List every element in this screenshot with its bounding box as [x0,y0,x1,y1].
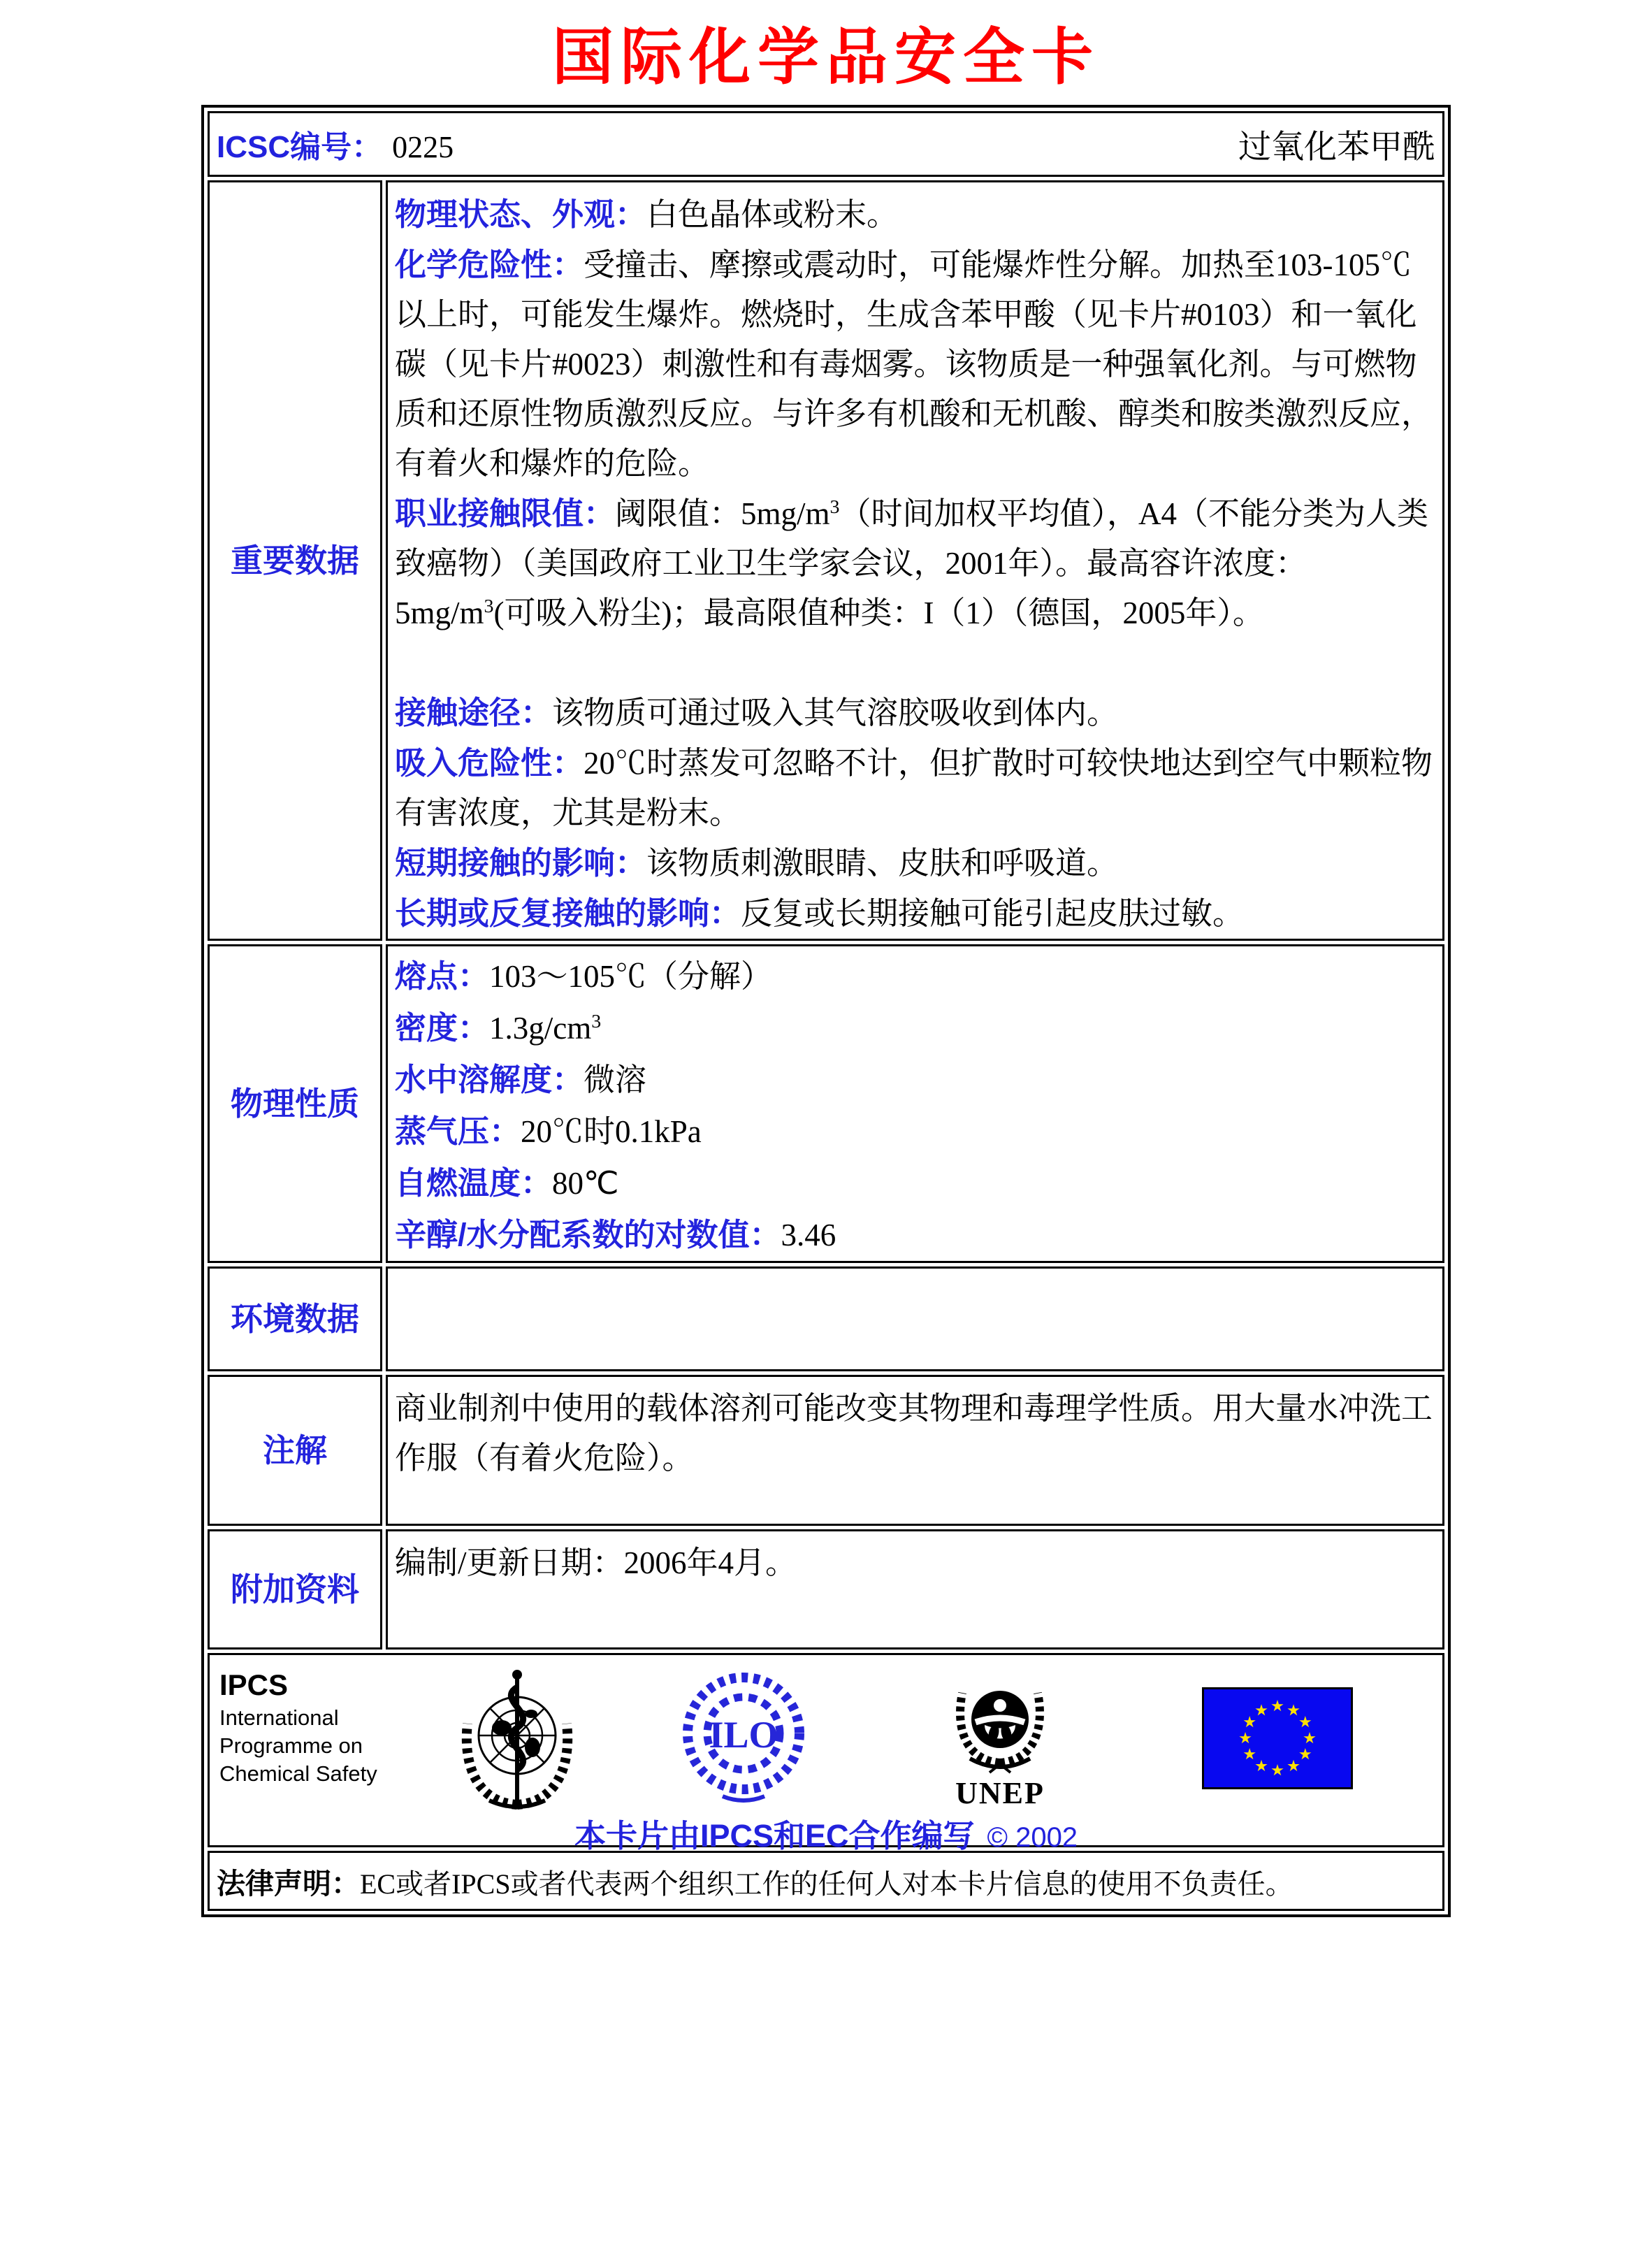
logos-cell [208,1653,1444,1854]
icsc-number-label: ICSC编号： [217,130,383,164]
section-label-notes: 注解 [208,1375,382,1526]
ilo-logo-icon [682,1666,805,1806]
ipcs-line-3: Chemical Safety [219,1761,377,1786]
section-label-physical-properties: 物理性质 [208,944,382,1263]
additional-info-content: 编制/更新日期：2006年4月。 [386,1529,1444,1650]
unep-logo-icon [948,1661,1052,1813]
icsc-card-table [201,105,1451,1917]
chemical-name: 过氧化苯甲酰 [1238,129,1435,166]
page-title: 国际化学品安全卡 [551,20,1100,93]
icsc-number [217,122,454,166]
section-label-important-data: 重要数据 [208,180,382,941]
notes-row [208,1375,1444,1526]
physical-properties-row [208,944,1444,1263]
header-row [208,111,1444,177]
section-label-environmental-data: 环境数据 [208,1266,382,1371]
who-logo-icon [453,1663,582,1812]
copyright-text: © 2002 [987,1822,1078,1853]
important-data-row [208,180,1444,941]
ipcs-line-2: Programme on [219,1733,363,1758]
physical-properties-content: 熔点：103～105℃（分解） 密度：$1.3g/cm^3$ 水中溶解度：微溶 蒸气压：20℃时0.1kPa 自燃温度：80℃ 辛醇/水分配系数的对数值：3.46 [386,944,1444,1263]
ipcs-acronym: IPCS [219,1668,289,1701]
ilo-letters: ILO [709,1714,778,1756]
footer-caption-text: 本卡片由IPCS和EC合作编写 [574,1818,975,1854]
unep-letters: UNEP [955,1776,1045,1810]
logos-row [208,1653,1444,1847]
environmental-data-row [208,1266,1444,1371]
legal-notice-row [208,1851,1444,1911]
additional-info-row [208,1529,1444,1650]
ipcs-line-1: International [219,1705,339,1730]
notes-content: 商业制剂中使用的载体溶剂可能改变其物理和毒理学性质。用大量水冲洗工作服（有着火危险）。 [386,1375,1444,1526]
header-cell [208,111,1444,177]
ipcs-text-block [219,1666,377,1788]
eu-flag-icon [1202,1687,1353,1789]
footer-caption [210,1810,1442,1856]
section-label-additional-info: 附加资料 [208,1529,382,1650]
icsc-number-value: 0225 [392,130,454,164]
legal-notice: 法律声明：EC或者IPCS或者代表两个组织工作的任何人对本卡片信息的使用不负责任。 [208,1851,1444,1911]
environmental-data-content [386,1266,1444,1371]
important-data-content: 物理状态、外观：白色晶体或粉末。 化学危险性：受撞击、摩擦或震动时，可能爆炸性分解。加热至103-105℃以上时，可能发生爆炸。燃烧时，生成含苯甲酸（见卡片#0103）和一氧化碳（见卡片#0023）刺激性和有毒烟雾。该物质是一种强氧化剂。与可燃物质和还原性物质激烈反应。与许多有机酸和无机酸、醇类和胺类激烈反应，有着火和爆炸的危险。 职业接触限值：阈限值：$5mg/m^3$（时间加权平均值），A4（不能分类为人类致癌物）（美国政府工业卫生学家会议，2001年）。最高容许浓度：$5mg/m^3$(可吸入粉尘)；最高限值种类：I（1）（德国，2005年）。 接触途径：该物质可通过吸入其气溶胶吸收到体内。 吸入危险性：20℃时蒸发可忽略不计，但扩散时可较快地达到空气中颗粒物有害浓度，尤其是粉末。 短期接触的影响：该物质刺激眼睛、皮肤和呼吸道。 长期或反复接触的影响：反复或长期接触可能引起皮肤过敏。 [386,180,1444,941]
icsc-document-page [0,18,1652,2252]
